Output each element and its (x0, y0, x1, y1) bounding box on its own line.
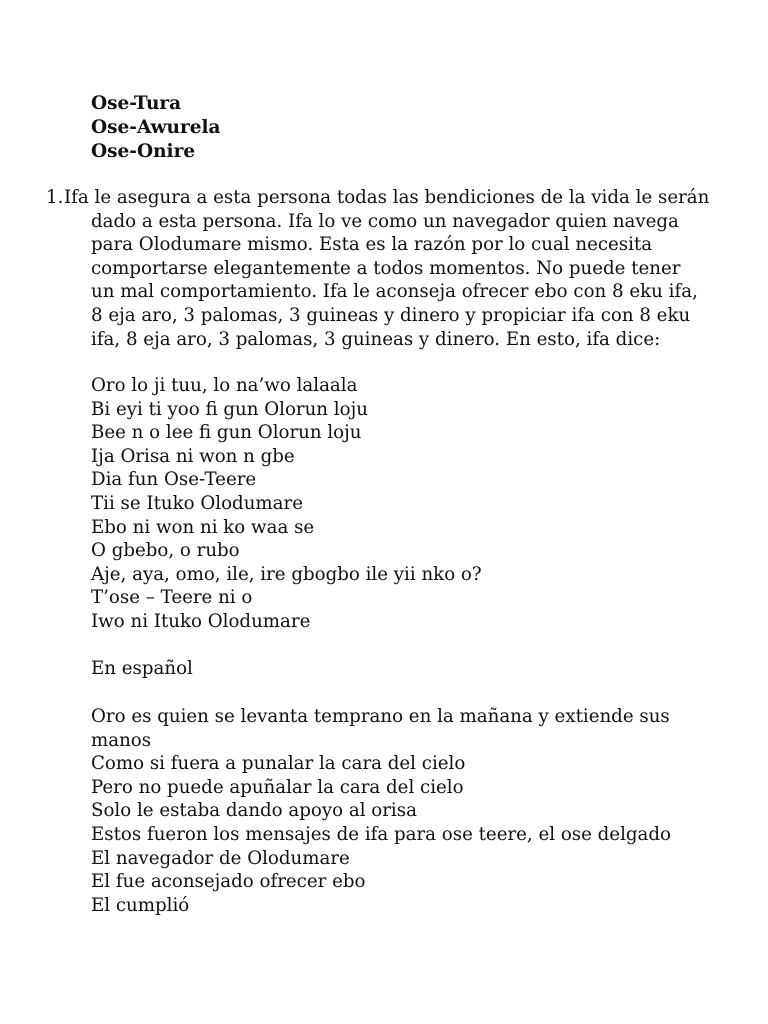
heading-ose-awurela: Ose-Awurela (91, 117, 221, 138)
spanish-verse (91, 705, 671, 917)
paragraph-line: un mal comportamiento. Ifa le aconseja ofrecer ebo con 8 eku ifa, (91, 281, 698, 303)
paragraph-line: Ifa le asegura a esta persona todas las bendiciones de la vida le serán (64, 187, 710, 208)
verse-line: Iwo ni Ituko Olodumare (91, 610, 311, 632)
verse-line: manos (91, 729, 152, 751)
verse-line: Ebo ni won ni ko waa se (91, 516, 315, 538)
verse-line: Tii se Ituko Olodumare (91, 492, 303, 514)
section-label: En español (91, 658, 193, 679)
verse-line: Oro lo ji tuu, lo na’wo lalaala (91, 375, 358, 396)
verse-line: Como si fuera a punalar la cara del cielo (91, 753, 466, 775)
verse-line: El cumplió (91, 894, 190, 916)
verse-line: Bee n o lee fi gun Olorun loju (91, 422, 362, 444)
paragraph-line: ifa, 8 eja aro, 3 palomas, 3 guineas y dinero. En esto, ifa dice: (91, 328, 661, 350)
paragraph-line: comportarse elegantemente a todos momentos. No puede tener (91, 257, 681, 279)
verse-line: Bi eyi ti yoo fi gun Olorun loju (91, 398, 368, 420)
paragraph-line: 8 eja aro, 3 palomas, 3 guineas y dinero y propiciar ifa con 8 eku (91, 304, 691, 326)
verse-line: Estos fueron los mensajes de ifa para ose teere, el ose delgado (91, 823, 671, 845)
odu-headings (91, 92, 221, 164)
paragraph-line: dado a esta persona. Ifa lo ve como un navegador quien navega (91, 210, 679, 232)
verse-line: Aje, aya, omo, ile, ire gbogbo ile yii nko o? (91, 563, 482, 585)
verse-line: Ija Orisa ni won n gbe (91, 445, 295, 467)
paragraph-line: para Olodumare mismo. Esta es la razón por lo cual necesita (91, 234, 653, 256)
verse-line: T’ose – Teere ni o (91, 587, 253, 609)
verse-line: Pero no puede apuñalar la cara del cielo (91, 776, 464, 798)
verse-line: Oro es quien se levanta temprano en la mañana y extiende sus (91, 706, 670, 727)
spanish-section-label (91, 657, 193, 681)
yoruba-verse (91, 374, 482, 634)
verse-line: El navegador de Olodumare (91, 847, 350, 869)
heading-ose-onire: Ose-Onire (91, 141, 196, 162)
item-paragraph (64, 186, 710, 351)
verse-line: El fue aconsejado ofrecer ebo (91, 871, 366, 893)
verse-line: Dia fun Ose-Teere (91, 469, 257, 491)
item-number: 1. (46, 187, 64, 208)
heading-ose-tura: Ose-Tura (91, 93, 182, 114)
verse-line: O gbebo, o rubo (91, 540, 240, 562)
verse-line: Solo le estaba dando apoyo al orisa (91, 800, 417, 822)
numbered-item (46, 186, 710, 351)
